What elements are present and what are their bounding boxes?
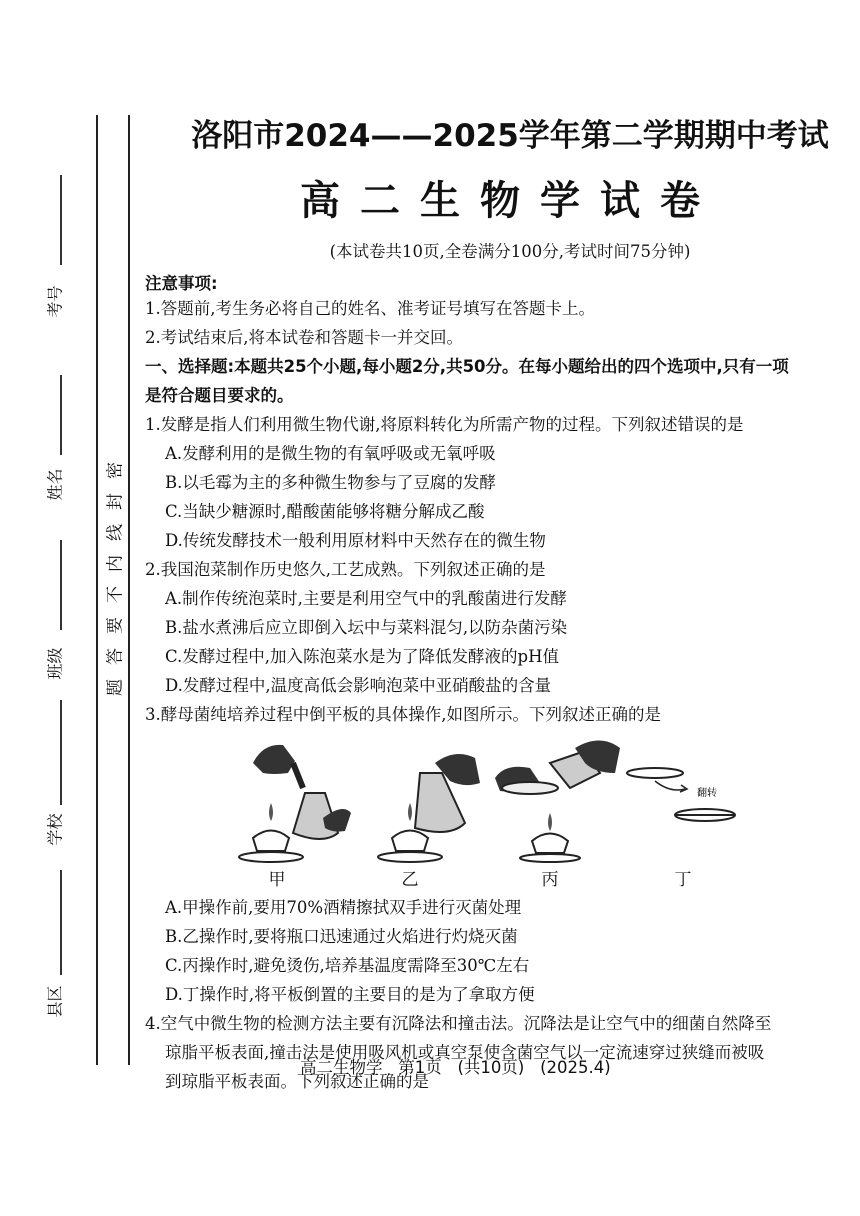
binding-strip bbox=[0, 0, 135, 1100]
question-1-option-c: C.当缺少糖源时,醋酸菌能够将糖分解成乙酸 bbox=[165, 502, 485, 521]
seal-char: 要 bbox=[105, 617, 126, 634]
question-4-stem-cont: 到琼脂平板表面。下列叙述正确的是 bbox=[165, 1072, 429, 1091]
seal-char: 不 bbox=[105, 586, 126, 603]
seal-notice bbox=[104, 455, 128, 703]
step-ding-illustration bbox=[625, 733, 745, 833]
notes-heading: 注意事项: bbox=[145, 274, 218, 293]
county-label: 县区 bbox=[45, 985, 65, 1018]
note-item: 2.考试结束后,将本试卷和答题卡一并交回。 bbox=[145, 328, 463, 347]
figure-label-ding: 丁 bbox=[674, 870, 692, 890]
question-4-stem: 4.空气中微生物的检测方法主要有沉降法和撞击法。沉降法是让空气中的细菌自然降至 bbox=[145, 1014, 772, 1033]
figure-label-jia: 甲 bbox=[268, 870, 286, 890]
seal-char: 题 bbox=[105, 679, 126, 696]
seal-char: 内 bbox=[105, 555, 126, 572]
name-blank[interactable] bbox=[60, 375, 62, 455]
question-1-stem: 1.发酵是指人们利用微生物代谢,将原料转化为所需产物的过程。下列叙述错误的是 bbox=[145, 415, 744, 434]
question-3-stem: 3.酵母菌纯培养过程中倒平板的具体操作,如图所示。下列叙述正确的是 bbox=[145, 705, 661, 724]
question-1-option-b: B.以毛霉为主的多种微生物参与了豆腐的发酵 bbox=[165, 473, 496, 492]
paper-title: 高二生物学试卷 bbox=[300, 178, 720, 224]
figure-label-bing: 丙 bbox=[541, 870, 559, 890]
question-2-stem: 2.我国泡菜制作历史悠久,工艺成熟。下列叙述正确的是 bbox=[145, 560, 546, 579]
question-2-option-b: B.盐水煮沸后应立即倒入坛中与菜料混匀,以防杂菌污染 bbox=[165, 618, 568, 637]
county-blank[interactable] bbox=[60, 870, 62, 975]
question-2-option-c: C.发酵过程中,加入陈泡菜水是为了降低发酵液的pH值 bbox=[165, 647, 559, 666]
question-1-option-d: D.传统发酵技术一般利用原材料中天然存在的微生物 bbox=[165, 531, 546, 550]
question-2-option-a: A.制作传统泡菜时,主要是利用空气中的乳酸菌进行发酵 bbox=[165, 589, 567, 608]
question-2-option-d: D.发酵过程中,温度高低会影响泡菜中亚硝酸盐的含量 bbox=[165, 676, 552, 695]
seal-char: 密 bbox=[105, 462, 126, 479]
pouring-plate-figure bbox=[145, 733, 835, 893]
school-blank[interactable] bbox=[60, 700, 62, 805]
name-label: 姓名 bbox=[45, 468, 65, 501]
seal-char: 封 bbox=[105, 493, 126, 510]
paper-info: (本试卷共10页,全卷满分100分,考试时间75分钟) bbox=[329, 242, 691, 261]
note-item: 1.答题前,考生务必将自己的姓名、准考证号填写在答题卡上。 bbox=[145, 299, 595, 318]
question-4-stem-cont: 琼脂平板表面,撞击法是使用吸风机或真空泵使含菌空气以一定流速穿过狭缝而被吸 bbox=[165, 1043, 765, 1062]
page-footer: 高二生物学 第1页 (共10页) (2025.4) bbox=[300, 1058, 611, 1077]
class-label: 班级 bbox=[45, 647, 65, 680]
binding-line-outer bbox=[96, 115, 98, 1065]
seal-char: 答 bbox=[105, 648, 126, 665]
question-3-option-a: A.甲操作前,要用70%酒精擦拭双手进行灭菌处理 bbox=[165, 898, 522, 917]
flip-annotation: 翻转 bbox=[697, 788, 717, 799]
question-1-option-a: A.发酵利用的是微生物的有氧呼吸或无氧呼吸 bbox=[165, 444, 496, 463]
figure-label-yi: 乙 bbox=[401, 870, 419, 890]
exam-number-blank[interactable] bbox=[60, 175, 62, 265]
exam-number-label: 考号 bbox=[45, 285, 65, 318]
school-label: 学校 bbox=[45, 813, 65, 846]
step-jia-illustration bbox=[233, 733, 353, 863]
question-3-option-b: B.乙操作时,要将瓶口迅速通过火焰进行灼烧灭菌 bbox=[165, 927, 518, 946]
step-bing-illustration bbox=[490, 733, 630, 863]
question-3-option-d: D.丁操作时,将平板倒置的主要目的是为了拿取方便 bbox=[165, 985, 535, 1004]
question-3-option-c: C.丙操作时,避免烫伤,培养基温度需降至30℃左右 bbox=[165, 956, 530, 975]
seal-char: 线 bbox=[105, 524, 126, 541]
section-heading: 一、选择题:本题共25个小题,每小题2分,共50分。在每小题给出的四个选项中,只有一项 bbox=[145, 357, 789, 376]
exam-page bbox=[145, 110, 835, 1096]
section-heading-cont: 是符合题目要求的。 bbox=[145, 386, 294, 405]
step-yi-illustration bbox=[370, 733, 490, 863]
class-blank[interactable] bbox=[60, 540, 62, 630]
exam-title: 洛阳市2024——2025学年第二学期期中考试 bbox=[191, 118, 829, 154]
